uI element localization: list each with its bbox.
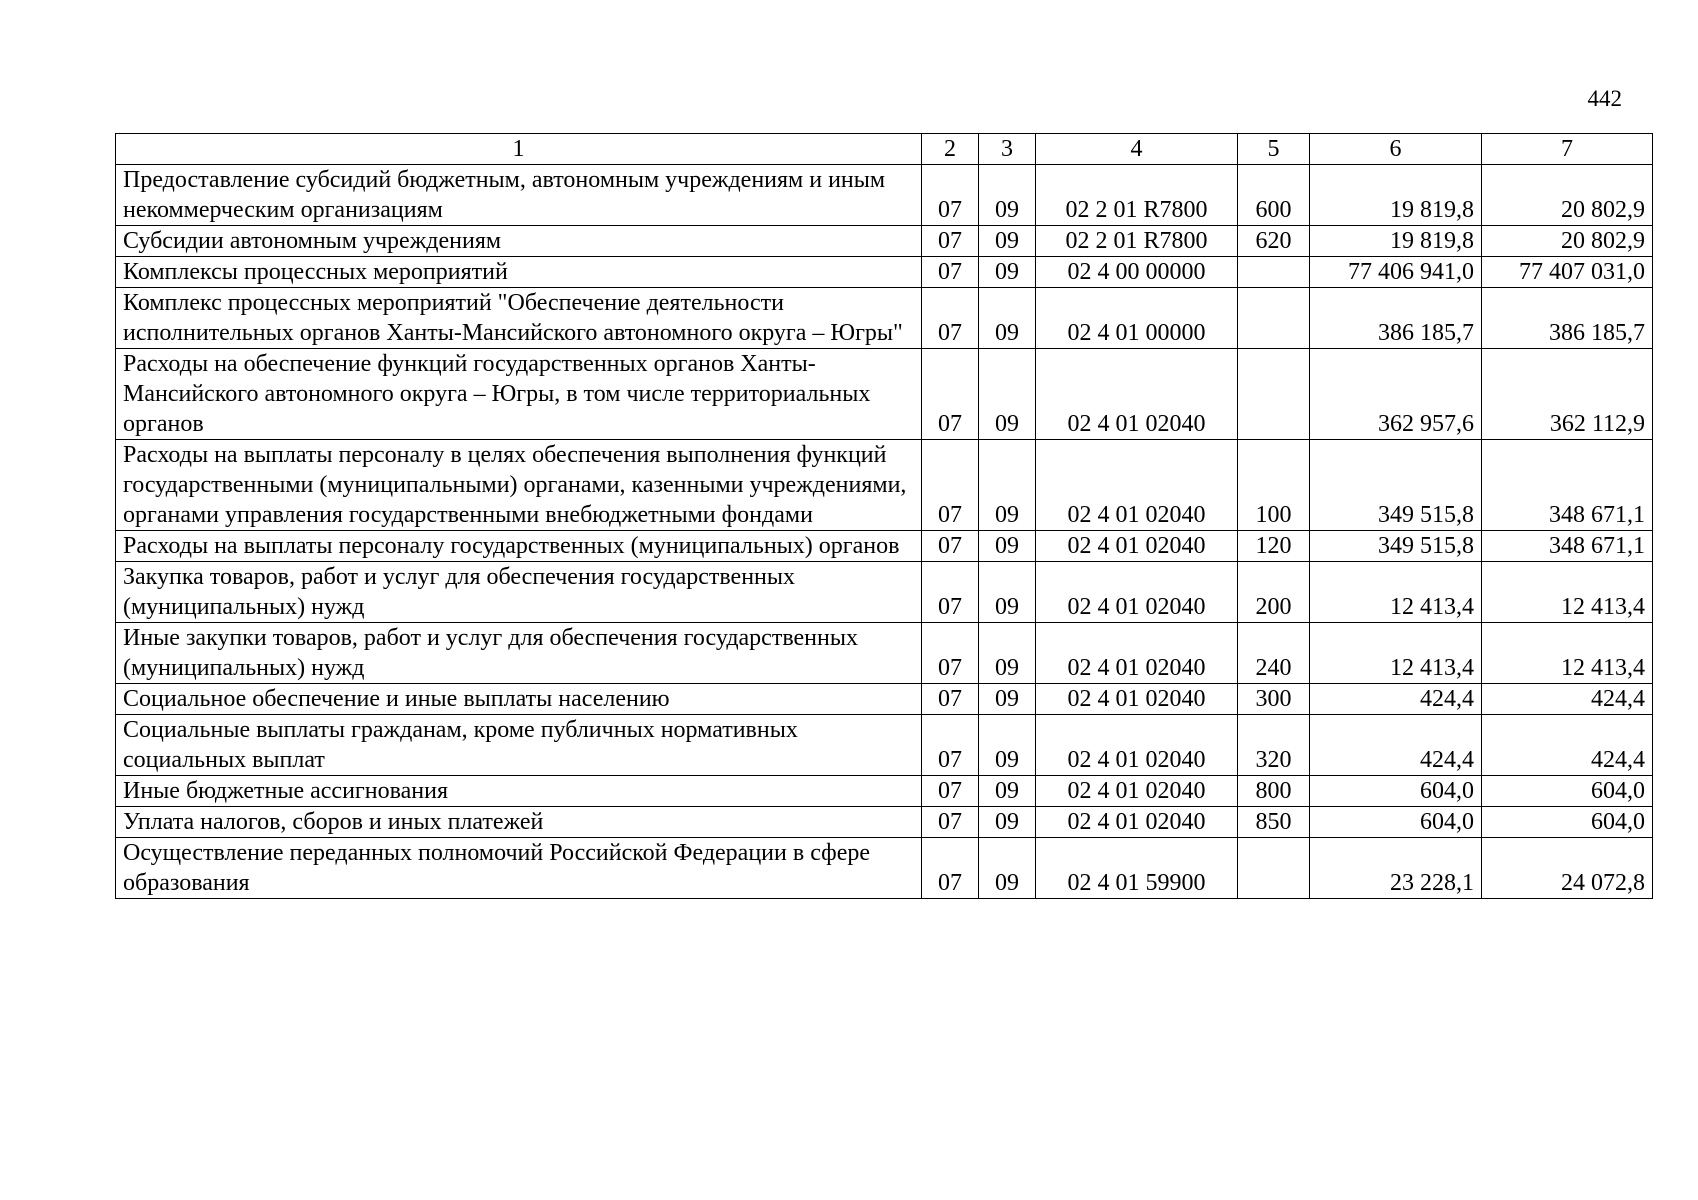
header-col-7: 7 bbox=[1482, 134, 1653, 165]
row-target-article: 02 2 01 R7800 bbox=[1036, 226, 1238, 257]
row-name: Предоставление субсидий бюджетным, автономным учреждениям и иным некоммерческим организациям bbox=[116, 165, 922, 226]
row-subsection: 09 bbox=[979, 288, 1036, 349]
row-name: Расходы на обеспечение функций государственных органов Ханты-Мансийского автономного округа – Югры, в том числе территориальных органов bbox=[116, 349, 922, 440]
row-section: 07 bbox=[922, 257, 979, 288]
row-subsection: 09 bbox=[979, 257, 1036, 288]
row-subsection: 09 bbox=[979, 623, 1036, 684]
row-expense-type bbox=[1238, 349, 1310, 440]
header-col-6: 6 bbox=[1310, 134, 1482, 165]
table-row bbox=[116, 807, 1653, 838]
header-col-2: 2 bbox=[922, 134, 979, 165]
row-expense-type: 200 bbox=[1238, 562, 1310, 623]
row-name: Социальные выплаты гражданам, кроме публичных нормативных социальных выплат bbox=[116, 715, 922, 776]
row-section: 07 bbox=[922, 807, 979, 838]
row-amount-2: 362 112,9 bbox=[1482, 349, 1653, 440]
row-target-article: 02 4 01 02040 bbox=[1036, 776, 1238, 807]
row-section: 07 bbox=[922, 684, 979, 715]
row-expense-type bbox=[1238, 257, 1310, 288]
row-target-article: 02 4 01 02040 bbox=[1036, 531, 1238, 562]
row-name: Расходы на выплаты персоналу государственных (муниципальных) органов bbox=[116, 531, 922, 562]
row-target-article: 02 4 01 02040 bbox=[1036, 684, 1238, 715]
row-amount-2: 20 802,9 bbox=[1482, 165, 1653, 226]
row-target-article: 02 4 01 00000 bbox=[1036, 288, 1238, 349]
row-subsection: 09 bbox=[979, 562, 1036, 623]
table-row bbox=[116, 440, 1653, 531]
page-number: 442 bbox=[1587, 86, 1622, 111]
row-name: Иные бюджетные ассигнования bbox=[116, 776, 922, 807]
row-section: 07 bbox=[922, 440, 979, 531]
table-row bbox=[116, 165, 1653, 226]
row-amount-1: 19 819,8 bbox=[1310, 165, 1482, 226]
header-row bbox=[116, 134, 1653, 165]
table-row bbox=[116, 623, 1653, 684]
table-row bbox=[116, 838, 1653, 899]
row-amount-1: 424,4 bbox=[1310, 715, 1482, 776]
table-row bbox=[116, 531, 1653, 562]
row-target-article: 02 4 01 02040 bbox=[1036, 807, 1238, 838]
row-expense-type: 620 bbox=[1238, 226, 1310, 257]
row-name: Комплекс процессных мероприятий "Обеспечение деятельности исполнительных органов Ханты-Мансийского автономного округа – Югры" bbox=[116, 288, 922, 349]
table-body bbox=[116, 165, 1653, 899]
header-col-3: 3 bbox=[979, 134, 1036, 165]
row-subsection: 09 bbox=[979, 349, 1036, 440]
table-row bbox=[116, 776, 1653, 807]
row-subsection: 09 bbox=[979, 531, 1036, 562]
row-amount-2: 20 802,9 bbox=[1482, 226, 1653, 257]
row-amount-1: 349 515,8 bbox=[1310, 440, 1482, 531]
row-subsection: 09 bbox=[979, 226, 1036, 257]
row-expense-type: 320 bbox=[1238, 715, 1310, 776]
row-section: 07 bbox=[922, 623, 979, 684]
row-name: Расходы на выплаты персоналу в целях обеспечения выполнения функций государственными (муниципальными) органами, казенными учреждениями, органами управления государственными внебюджетными фондами bbox=[116, 440, 922, 531]
row-amount-1: 362 957,6 bbox=[1310, 349, 1482, 440]
header-col-1: 1 bbox=[116, 134, 922, 165]
row-amount-1: 19 819,8 bbox=[1310, 226, 1482, 257]
row-amount-2: 604,0 bbox=[1482, 776, 1653, 807]
row-name: Уплата налогов, сборов и иных платежей bbox=[116, 807, 922, 838]
row-subsection: 09 bbox=[979, 715, 1036, 776]
header-col-5: 5 bbox=[1238, 134, 1310, 165]
budget-table bbox=[115, 133, 1653, 899]
table-row bbox=[116, 226, 1653, 257]
row-name: Закупка товаров, работ и услуг для обеспечения государственных (муниципальных) нужд bbox=[116, 562, 922, 623]
row-amount-1: 77 406 941,0 bbox=[1310, 257, 1482, 288]
row-expense-type: 600 bbox=[1238, 165, 1310, 226]
row-amount-2: 604,0 bbox=[1482, 807, 1653, 838]
table-row bbox=[116, 288, 1653, 349]
row-target-article: 02 2 01 R7800 bbox=[1036, 165, 1238, 226]
row-expense-type: 800 bbox=[1238, 776, 1310, 807]
row-expense-type bbox=[1238, 838, 1310, 899]
row-subsection: 09 bbox=[979, 165, 1036, 226]
header-col-4: 4 bbox=[1036, 134, 1238, 165]
row-expense-type: 120 bbox=[1238, 531, 1310, 562]
row-section: 07 bbox=[922, 562, 979, 623]
row-name: Социальное обеспечение и иные выплаты населению bbox=[116, 684, 922, 715]
row-section: 07 bbox=[922, 165, 979, 226]
row-target-article: 02 4 01 02040 bbox=[1036, 562, 1238, 623]
table-row bbox=[116, 349, 1653, 440]
table-row bbox=[116, 257, 1653, 288]
row-amount-1: 424,4 bbox=[1310, 684, 1482, 715]
row-subsection: 09 bbox=[979, 807, 1036, 838]
row-target-article: 02 4 00 00000 bbox=[1036, 257, 1238, 288]
row-name: Субсидии автономным учреждениям bbox=[116, 226, 922, 257]
row-expense-type: 240 bbox=[1238, 623, 1310, 684]
row-amount-2: 12 413,4 bbox=[1482, 623, 1653, 684]
table-row bbox=[116, 562, 1653, 623]
row-name: Иные закупки товаров, работ и услуг для обеспечения государственных (муниципальных) нужд bbox=[116, 623, 922, 684]
row-section: 07 bbox=[922, 531, 979, 562]
row-amount-1: 386 185,7 bbox=[1310, 288, 1482, 349]
row-subsection: 09 bbox=[979, 838, 1036, 899]
row-subsection: 09 bbox=[979, 684, 1036, 715]
row-amount-1: 604,0 bbox=[1310, 807, 1482, 838]
row-amount-2: 348 671,1 bbox=[1482, 440, 1653, 531]
row-target-article: 02 4 01 59900 bbox=[1036, 838, 1238, 899]
row-amount-1: 604,0 bbox=[1310, 776, 1482, 807]
row-amount-2: 424,4 bbox=[1482, 715, 1653, 776]
row-expense-type: 850 bbox=[1238, 807, 1310, 838]
table-row bbox=[116, 715, 1653, 776]
row-amount-2: 386 185,7 bbox=[1482, 288, 1653, 349]
row-target-article: 02 4 01 02040 bbox=[1036, 349, 1238, 440]
row-section: 07 bbox=[922, 226, 979, 257]
row-subsection: 09 bbox=[979, 440, 1036, 531]
row-amount-2: 77 407 031,0 bbox=[1482, 257, 1653, 288]
row-amount-1: 349 515,8 bbox=[1310, 531, 1482, 562]
table-header bbox=[116, 134, 1653, 165]
row-amount-2: 24 072,8 bbox=[1482, 838, 1653, 899]
row-expense-type: 300 bbox=[1238, 684, 1310, 715]
row-target-article: 02 4 01 02040 bbox=[1036, 715, 1238, 776]
row-section: 07 bbox=[922, 776, 979, 807]
row-amount-2: 12 413,4 bbox=[1482, 562, 1653, 623]
table-row bbox=[116, 684, 1653, 715]
row-section: 07 bbox=[922, 288, 979, 349]
row-target-article: 02 4 01 02040 bbox=[1036, 440, 1238, 531]
row-amount-1: 12 413,4 bbox=[1310, 623, 1482, 684]
row-subsection: 09 bbox=[979, 776, 1036, 807]
row-amount-1: 23 228,1 bbox=[1310, 838, 1482, 899]
row-section: 07 bbox=[922, 838, 979, 899]
row-amount-2: 424,4 bbox=[1482, 684, 1653, 715]
row-amount-2: 348 671,1 bbox=[1482, 531, 1653, 562]
row-target-article: 02 4 01 02040 bbox=[1036, 623, 1238, 684]
row-name: Осуществление переданных полномочий Российской Федерации в сфере образования bbox=[116, 838, 922, 899]
row-expense-type: 100 bbox=[1238, 440, 1310, 531]
row-expense-type bbox=[1238, 288, 1310, 349]
row-section: 07 bbox=[922, 349, 979, 440]
row-name: Комплексы процессных мероприятий bbox=[116, 257, 922, 288]
row-amount-1: 12 413,4 bbox=[1310, 562, 1482, 623]
row-section: 07 bbox=[922, 715, 979, 776]
